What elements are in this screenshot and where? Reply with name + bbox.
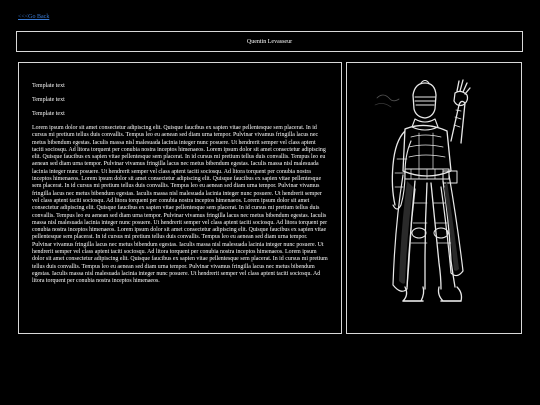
body-paragraph: Lorem ipsum dolor sit amet consectetur adipiscing elit. Quisque faucibus ex sapien vitae pellentesque sem placerat. In id cursus mi pretium tellus duis convallis. Tempus leo eu aenean sed diam urna tempor. Pulvinar vivamus fringilla lacus nec metus bibendum egestas. Iaculis massa nisl malesuada lacinia integer nunc posuere. Ut hendrerit semper vel class aptent taciti sociosqu. Ad litora torquent per conubia nostra inceptos himenaeos. Lorem ipsum dolor sit amet consectetur adipiscing elit. Quisque faucibus ex sapien vitae pellentesque sem placerat. In id cursus mi pretium tellus duis convallis. Tempus leo eu aenean sed diam urna tempor. Pulvinar vivamus fringilla lacus nec metus bibendum egestas. Iaculis massa nisl malesuada lacinia integer nunc posuere. Ut hendrerit semper vel class aptent taciti sociosqu. Ad litora torquent per conubia nostra inceptos himenaeos. Lorem ipsum dolor sit amet consectetur adipiscing elit. Quisque faucibus ex sapien vitae pellentesque sem placerat. In id cursus mi pretium tellus duis convallis. Tempus leo eu aenean sed diam urna tempor. Pulvinar vivamus fringilla lacus nec metus bibendum egestas. Iaculis massa nisl malesuada lacinia integer nunc posuere. Ut hendrerit semper vel class aptent taciti sociosqu. Ad litora torquent per conubia nostra inceptos himenaeos. Lorem ipsum dolor sit amet consectetur adipiscing elit. Quisque faucibus ex sapien vitae pellentesque sem placerat. In id cursus mi pretium tellus duis convallis. Tempus leo eu aenean sed diam urna tempor. Pulvinar vivamus fringilla lacus nec metus bibendum egestas. Iaculis massa nisl malesuada lacinia integer nunc posuere. Ut hendrerit semper vel class aptent taciti sociosqu. Ad litora torquent per conubia nostra inceptos himenaeos. Lorem ipsum dolor sit amet consectetur adipiscing elit. Quisque faucibus ex sapien vitae pellentesque sem placerat. In id cursus mi pretium tellus duis convallis. Tempus leo eu aenean sed diam urna tempor. Pulvinar vivamus fringilla lacus nec metus bibendum egestas. Iaculis massa nisl malesuada lacinia integer nunc posuere. Ut hendrerit semper vel class aptent taciti sociosqu. Ad litora torquent per conubia nostra inceptos himenaeos. Lorem ipsum dolor sit amet consectetur adipiscing elit. Quisque faucibus ex sapien vitae pellentesque sem placerat. In id cursus mi pretium tellus duis convallis. Tempus leo eu aenean sed diam urna tempor. Pulvinar vivamus fringilla lacus nec metus bibendum egestas. Iaculis massa nisl malesuada lacinia integer nunc posuere. Ut hendrerit semper vel class aptent taciti sociosqu. Ad litora torquent per conubia nostra inceptos himenaeos. (32, 125, 328, 285)
page-title: Quentin Levasseur (246, 38, 293, 45)
text-panel (18, 62, 342, 334)
template-text-2: Template text (32, 97, 65, 103)
template-text-3: Template text (32, 111, 65, 117)
template-text-1: Template text (32, 83, 65, 89)
image-panel (346, 62, 522, 334)
header-box (16, 31, 523, 52)
go-back-link[interactable]: <<<Go Back (18, 14, 50, 20)
armored-figure-illustration (347, 63, 522, 334)
